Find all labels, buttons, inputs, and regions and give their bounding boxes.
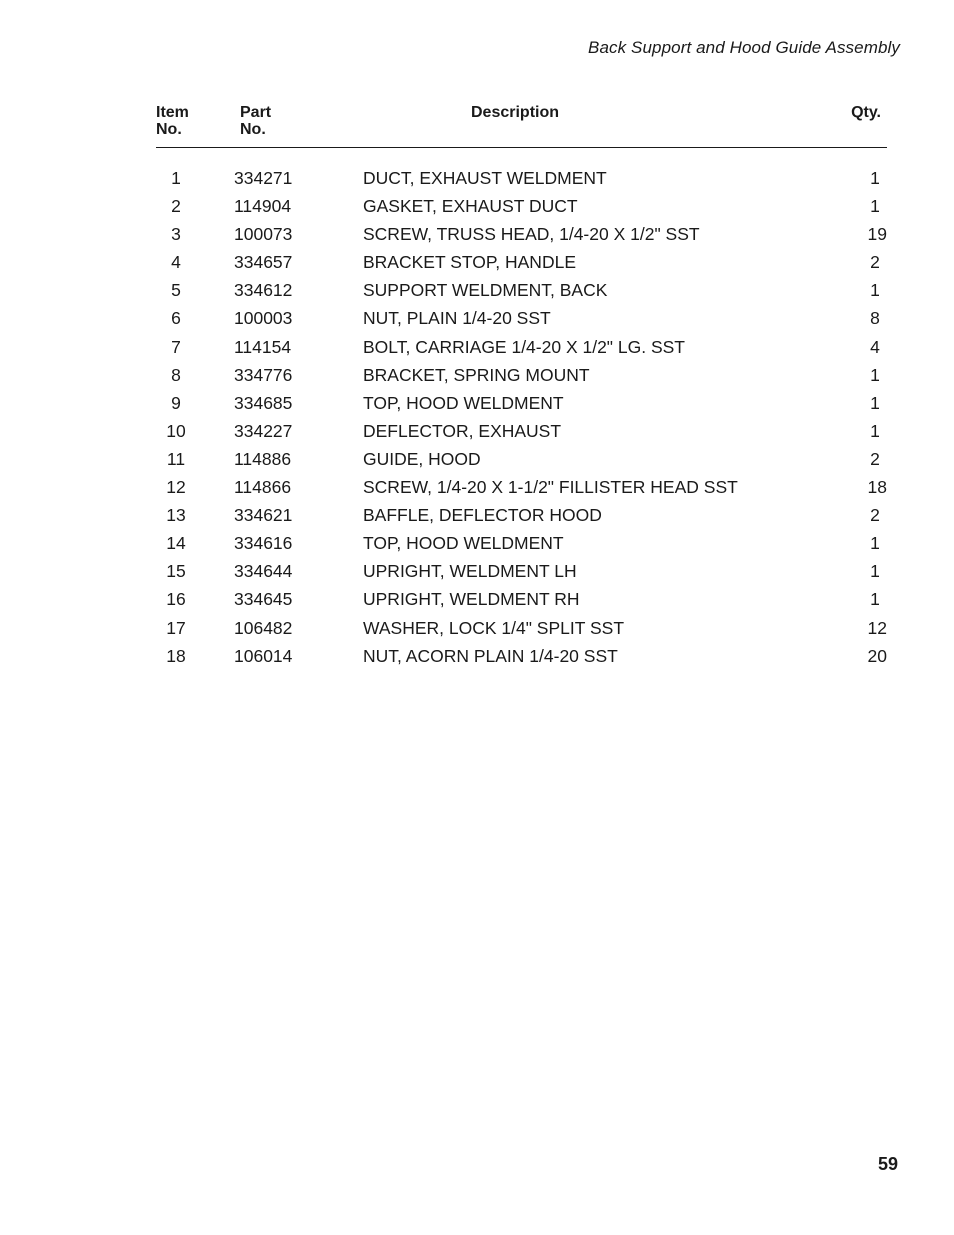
table-row [156,192,887,220]
cell-part-no: 334271 [234,168,293,188]
cell-qty: 2 [870,252,880,273]
column-header-description [471,104,559,121]
table-row [156,220,887,248]
cell-part-no: 114904 [234,196,292,217]
cell-item-no: 6 [171,308,181,329]
table-row [156,248,887,276]
cell-description: DUCT, EXHAUST WELDMENT [363,168,607,188]
table-row [156,333,887,361]
cell-item-no: 12 [166,477,186,498]
cell-qty: 1 [870,280,880,301]
cell-item-no: 11 [166,448,186,469]
cell-part-no: 114154 [234,336,292,357]
running-title: Back Support and Hood Guide Assembly [588,38,900,57]
cell-description: WASHER, LOCK 1/4" SPLIT SST [363,617,625,638]
cell-description: UPRIGHT, WELDMENT LH [363,561,577,582]
cell-part-no: 106014 [234,645,293,666]
cell-description: TOP, HOOD WELDMENT [363,533,564,554]
table-row [156,473,887,501]
table-row [156,304,887,332]
cell-item-no: 13 [166,505,186,526]
cell-part-no: 106482 [234,617,293,638]
table-row [156,164,887,192]
cell-qty: 1 [870,533,880,554]
column-header-part-line2: No. [240,121,266,138]
cell-description: GASKET, EXHAUST DUCT [363,196,578,217]
column-header-item-no [156,104,189,138]
table-row [156,585,887,613]
cell-item-no: 4 [171,252,181,273]
cell-qty: 1 [870,420,880,441]
table-row [156,529,887,557]
cell-description: BAFFLE, DEFLECTOR HOOD [363,505,602,526]
cell-part-no: 334227 [234,420,293,441]
cell-qty: 12 [867,617,887,638]
cell-part-no: 100073 [234,224,293,245]
cell-description: SUPPORT WELDMENT, BACK [363,280,608,301]
cell-item-no: 17 [166,617,186,638]
cell-qty: 1 [870,561,880,582]
column-header-item-line1: Item [156,104,189,121]
cell-description: BOLT, CARRIAGE 1/4-20 X 1/2" LG. SST [363,336,685,357]
cell-description: GUIDE, HOOD [363,448,481,469]
cell-description: SCREW, TRUSS HEAD, 1/4-20 X 1/2" SST [363,224,700,245]
cell-item-no: 1 [171,168,181,188]
table-row [156,361,887,389]
cell-part-no: 334685 [234,392,293,413]
table-row [156,642,887,670]
cell-item-no: 16 [166,589,186,610]
cell-item-no: 15 [166,561,186,582]
table-row [156,501,887,529]
parts-table-header [156,104,887,148]
cell-description: TOP, HOOD WELDMENT [363,392,564,413]
cell-item-no: 8 [171,364,181,385]
cell-item-no: 3 [171,224,181,245]
cell-qty: 2 [870,505,880,526]
cell-part-no: 334645 [234,589,293,610]
cell-part-no: 334657 [234,252,293,273]
column-header-description-label: Description [471,104,560,121]
cell-description: NUT, PLAIN 1/4-20 SST [363,308,551,329]
table-row [156,417,887,445]
cell-qty: 1 [870,196,880,217]
cell-item-no: 14 [166,533,186,554]
column-header-item-line2: No. [156,121,182,138]
table-row [156,276,887,304]
cell-part-no: 114886 [234,448,292,469]
table-row [156,445,887,473]
column-header-qty-label: Qty. [851,104,881,121]
cell-qty: 1 [870,392,880,413]
cell-description: UPRIGHT, WELDMENT RH [363,589,580,610]
cell-item-no: 18 [166,645,186,666]
cell-description: NUT, ACORN PLAIN 1/4-20 SST [363,645,618,666]
cell-item-no: 10 [166,420,186,441]
table-row [156,614,887,642]
cell-qty: 18 [867,477,887,498]
cell-qty: 20 [867,645,887,666]
cell-description: SCREW, 1/4-20 X 1-1/2" FILLISTER HEAD SST [363,477,738,498]
cell-qty: 8 [870,308,880,329]
cell-description: BRACKET STOP, HANDLE [363,252,576,273]
cell-part-no: 334616 [234,533,293,554]
cell-qty: 19 [867,224,887,245]
cell-qty: 4 [870,336,880,357]
cell-part-no: 334776 [234,364,293,385]
page-number: 59 [877,1154,898,1174]
cell-item-no: 7 [171,336,181,357]
cell-part-no: 100003 [234,308,293,329]
cell-part-no: 334612 [234,280,293,301]
cell-part-no: 334644 [234,561,293,582]
cell-qty: 2 [870,448,880,469]
column-header-part-no [240,104,271,138]
cell-qty: 1 [870,168,880,188]
cell-part-no: 334621 [234,505,293,526]
cell-qty: 1 [870,364,880,385]
column-header-qty [851,104,881,121]
cell-description: DEFLECTOR, EXHAUST [363,420,562,441]
table-row [156,557,887,585]
cell-item-no: 9 [171,392,181,413]
cell-item-no: 2 [171,196,181,217]
cell-part-no: 114866 [234,477,292,498]
table-row [156,389,887,417]
cell-qty: 1 [870,589,880,610]
cell-item-no: 5 [171,280,181,301]
parts-table-body [156,164,887,670]
column-header-part-line1: Part [240,104,272,121]
cell-description: BRACKET, SPRING MOUNT [363,364,590,385]
